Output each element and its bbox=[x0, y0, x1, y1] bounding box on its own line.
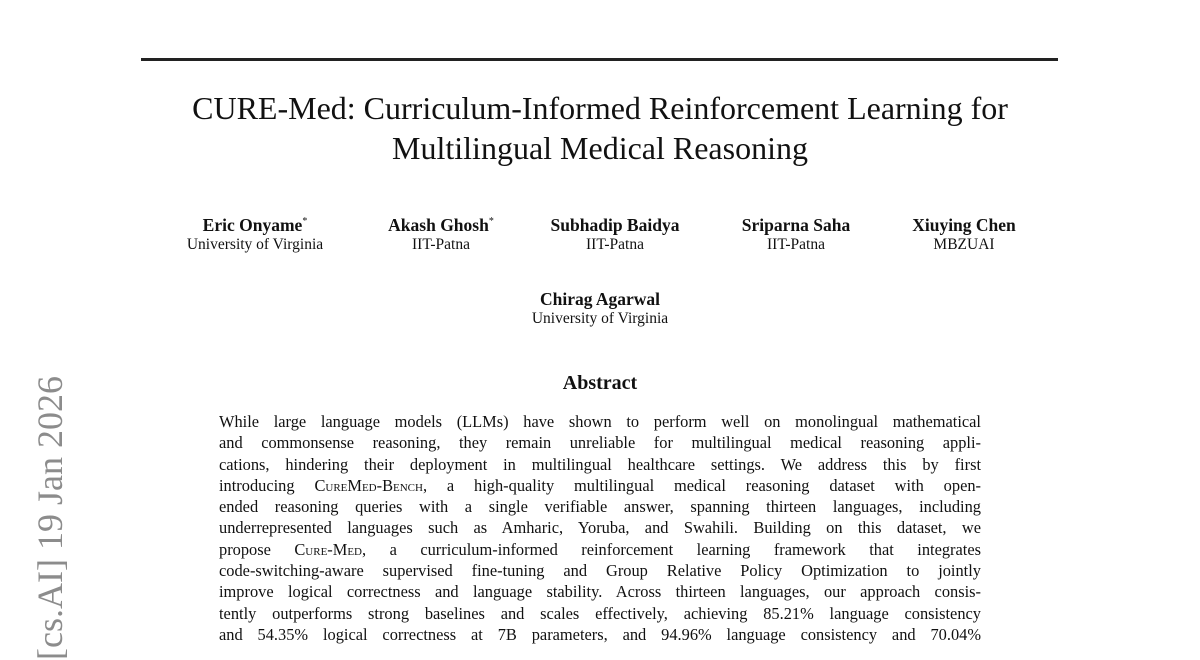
abstract-line: ended reasoning queries with a single verifiable answer, spanning thirteen languages, including bbox=[219, 497, 981, 517]
arxiv-side-stamp: [cs.AI] 19 Jan 2026 bbox=[30, 376, 70, 660]
author-name: Sriparna Saha bbox=[741, 215, 851, 235]
method-name: Cure-Med bbox=[294, 539, 363, 559]
equal-contribution-mark: * bbox=[302, 216, 308, 228]
abstract-line: code-switching-aware supervised fine-tuning and Group Relative Policy Optimization to jointly bbox=[219, 561, 981, 581]
author-affiliation: University of Virginia bbox=[186, 236, 324, 253]
author-affiliation: MBZUAI bbox=[933, 236, 995, 253]
author-eric-onyame bbox=[187, 215, 323, 255]
author-affiliation: University of Virginia bbox=[531, 310, 669, 327]
author-name: Chirag Agarwal bbox=[539, 289, 661, 309]
abstract-line: and commonsense reasoning, they remain unreliable for multilingual medical reasoning appli- bbox=[219, 433, 981, 453]
author-name: Subhadip Baidya bbox=[550, 215, 680, 235]
title-line-2: Multilingual Medical Reasoning bbox=[392, 130, 808, 166]
abstract-heading: Abstract bbox=[562, 372, 638, 394]
author-akash-ghosh bbox=[388, 215, 494, 255]
author-affiliation: IIT-Patna bbox=[412, 236, 470, 253]
abstract-line: introducing CureMed-Bench, a high-quality multilingual medical reasoning dataset with open- bbox=[219, 475, 982, 495]
abstract-line: improve logical correctness and language stability. Across thirteen languages, our approach consis- bbox=[219, 582, 981, 602]
title-line-1: CURE-Med: Curriculum-Informed Reinforcement Learning for bbox=[192, 90, 1008, 126]
equal-contribution-mark: * bbox=[488, 216, 494, 228]
author-affiliation: IIT-Patna bbox=[767, 236, 825, 253]
abstract-line: propose Cure-Med, a curriculum-informed reinforcement learning framework that integrates bbox=[219, 539, 981, 559]
top-rule bbox=[141, 58, 1058, 61]
author-xiuying-chen bbox=[912, 215, 1016, 255]
author-chirag-agarwal bbox=[532, 289, 668, 329]
author-sriparna-saha bbox=[742, 215, 850, 255]
author-affiliation: IIT-Patna bbox=[586, 236, 644, 253]
author-name: Akash Ghosh* bbox=[388, 215, 494, 235]
author-name: Eric Onyame* bbox=[202, 215, 308, 235]
abstract-line: tently outperforms strong baselines and scales effectively, achieving 85.21% language consistency bbox=[219, 603, 981, 623]
abstract-line: and 54.35% logical correctness at 7B parameters, and 94.96% language consistency and 70.04% bbox=[219, 624, 981, 644]
method-name: CureMed-Bench bbox=[314, 475, 423, 495]
abstract-line: While large language models (LLMs) have shown to perform well on monolingual mathematical bbox=[219, 412, 981, 431]
abstract-line: underrepresented languages such as Amharic, Yoruba, and Swahili. Building on this dataset, we bbox=[219, 518, 981, 538]
author-name: Xiuying Chen bbox=[912, 215, 1016, 235]
paper-title bbox=[120, 88, 1080, 168]
author-subhadip-baidya bbox=[551, 215, 680, 255]
abstract-line: cations, hindering their deployment in multilingual healthcare settings. We address this by first bbox=[219, 454, 981, 474]
abstract-body bbox=[219, 411, 981, 645]
